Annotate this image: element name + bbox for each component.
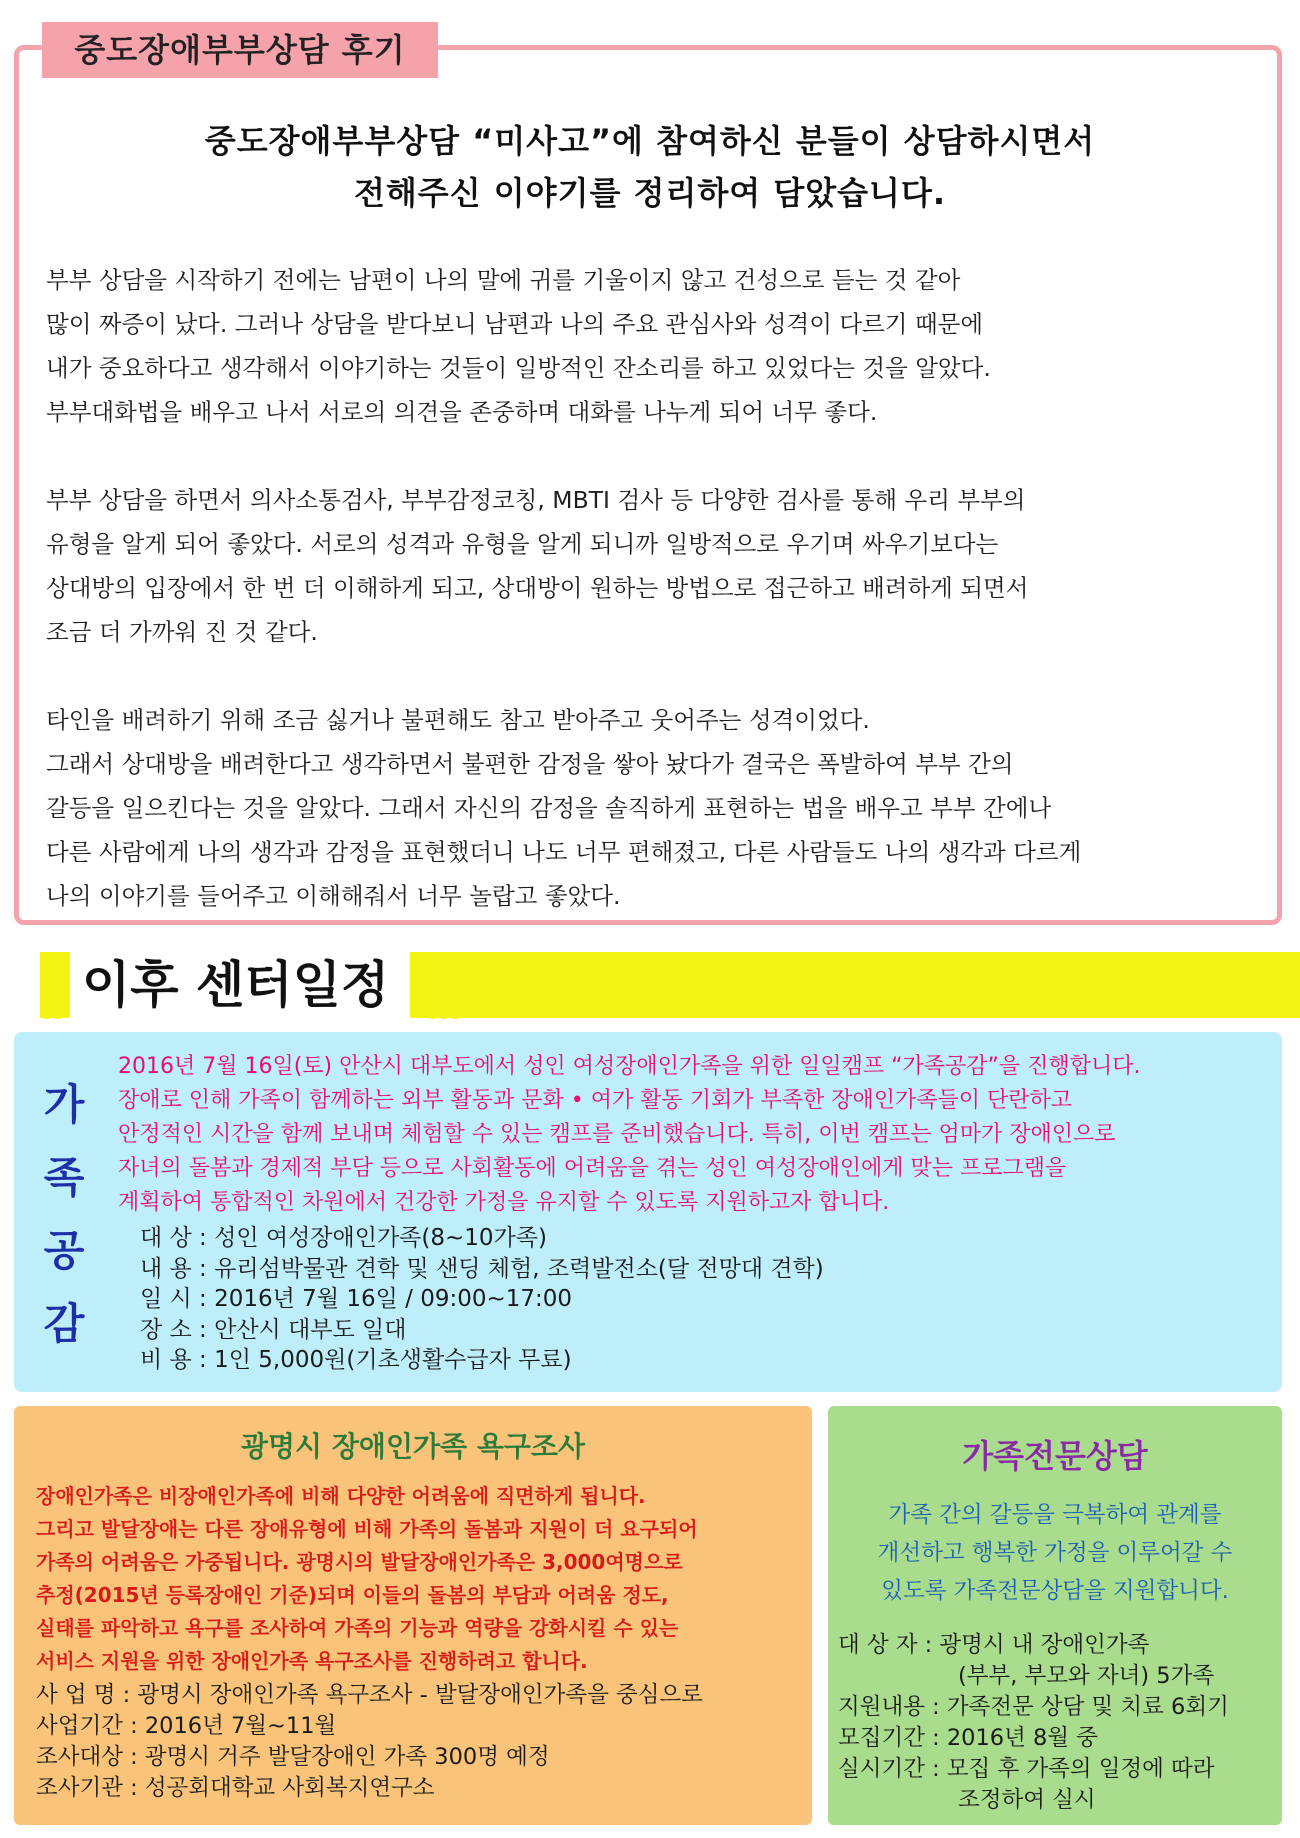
description-line: 실태를 파악하고 욕구를 조사하여 가족의 기능과 역량을 강화시킬 수 있는 (36, 1616, 679, 1640)
detail-line: 조사기관 : 성공회대학교 사회복지연구소 (36, 1775, 435, 1801)
family-counseling-details (838, 1630, 1229, 1816)
paragraph-line: 유형을 알게 되어 좋았다. 서로의 성격과 유형을 알게 되니까 일방적으로 우기며 싸우기보다는 (46, 530, 999, 558)
detail-line: 지원내용 : 가족전문 상담 및 치료 6회기 (838, 1694, 1229, 1720)
review-headline-line-2: 전해주신 이야기를 정리하여 담았습니다. (353, 174, 947, 212)
detail-line: 비 용 : 1인 5,000원(기초생활수급자 무료) (140, 1347, 572, 1373)
detail-line: 조사대상 : 광명시 거주 발달장애인 가족 300명 예정 (36, 1744, 550, 1770)
detail-line: 사 업 명 : 광명시 장애인가족 욕구조사 - 발달장애인가족을 중심으로 (36, 1682, 703, 1708)
detail-line: 내 용 : 유리섬박물관 견학 및 샌딩 체험, 조력발전소(달 전망대 견학) (140, 1255, 824, 1282)
paragraph-line: 나의 이야기를 들어주고 이해해줘서 너무 놀랍고 좋았다. (46, 882, 621, 910)
paragraph-line: 내가 중요하다고 생각해서 이야기하는 것들이 일방적인 잔소리를 하고 있었다는 것을 알았다. (46, 354, 991, 382)
review-headline-line-1: 중도장애부부상담 “미사고”에 참여하신 분들이 상담하시면서 (204, 122, 1096, 160)
paragraph-line: 부부 상담을 하면서 의사소통검사, 부부감정코칭, MBTI 검사 등 다양한 검사를 통해 우리 부부의 (46, 486, 1026, 514)
description-line: 추정(2015년 등록장애인 기준)되며 이들의 돌봄의 부담과 어려움 정도, (36, 1583, 669, 1607)
needs-survey-title: 광명시 장애인가족 욕구조사 (240, 1430, 586, 1463)
paragraph-line: 부부대화법을 배우고 나서 서로의 의견을 존중하며 대화를 나누게 되어 너무 좋다. (46, 398, 878, 426)
description-line: 계획하여 통합적인 차원에서 건강한 가정을 유지할 수 있도록 지원하고자 합니다. (118, 1190, 890, 1215)
description-line: 장애로 인해 가족이 함께하는 외부 활동과 문화 • 여가 활동 기회가 부족한 장애인가족들이 단란하고 (118, 1088, 1072, 1113)
family-counseling-title: 가족전문상담 (962, 1437, 1148, 1475)
description-line: 안정적인 시간을 함께 보내며 체험할 수 있는 캠프를 준비했습니다. 특히, 이번 캠프는 엄마가 장애인으로 (118, 1122, 1116, 1147)
detail-line: 조정하여 실시 (958, 1787, 1096, 1813)
detail-line: 장 소 : 안산시 대부도 일대 (140, 1316, 407, 1343)
decor-stripe (44, 953, 49, 1019)
review-paragraph-1 (46, 258, 1256, 434)
paragraph-line: 많이 짜증이 났다. 그러나 상담을 받다보니 남편과 나의 주요 관심사와 성격이 다르기 때문에 (46, 310, 984, 338)
paragraph-line: 갈등을 일으킨다는 것을 알았다. 그래서 자신의 감정을 솔직하게 표현하는 법을 배우고 부부 간에나 (46, 794, 1052, 822)
description-line: 가족 간의 갈등을 극복하여 관계를 (888, 1502, 1222, 1528)
decor-stripe (55, 953, 60, 1019)
description-line: 서비스 지원을 위한 장애인가족 욕구조사를 진행하려고 합니다. (36, 1649, 588, 1673)
description-line: 그리고 발달장애는 다른 장애유형에 비해 가족의 돌봄과 지원이 더 요구되어 (36, 1517, 698, 1541)
vertical-char: 족 (43, 1153, 85, 1202)
review-tag: 중도장애부부상담 후기 (42, 22, 438, 78)
detail-line: (부부, 부모와 자녀) 5가족 (958, 1663, 1215, 1689)
paragraph-line: 그래서 상대방을 배려한다고 생각하면서 불편한 감정을 쌓아 놨다가 결국은 폭발하여 부부 간의 (46, 750, 1014, 778)
detail-line: 대 상 : 성인 여성장애인가족(8~10가족) (140, 1225, 547, 1251)
needs-survey-description (36, 1480, 698, 1678)
detail-line: 사업기간 : 2016년 7월~11월 (36, 1713, 337, 1739)
vertical-char: 감 (43, 1299, 85, 1348)
decor-stripe (430, 953, 435, 1019)
review-paragraph-3 (46, 698, 1256, 918)
family-camp-details (140, 1223, 824, 1376)
detail-line: 일 시 : 2016년 7월 16일 / 09:00~17:00 (140, 1286, 573, 1312)
description-line: 장애인가족은 비장애인가족에 비해 다양한 어려움에 직면하게 됩니다. (36, 1484, 646, 1508)
paragraph-line: 타인을 배려하기 위해 조금 싫거나 불편해도 참고 받아주고 웃어주는 성격이었다. (46, 706, 870, 734)
decor-stripe (452, 953, 457, 1019)
decor-stripe (441, 953, 446, 1019)
description-line: 있도록 가족전문상담을 지원합니다. (881, 1578, 1229, 1604)
family-counseling-description (828, 1496, 1282, 1610)
description-line: 개선하고 행복한 가정을 이루어갈 수 (877, 1540, 1233, 1566)
paragraph-line: 상대방의 입장에서 한 번 더 이해하게 되고, 상대방이 원하는 방법으로 접근하고 배려하게 되면서 (46, 574, 1029, 602)
family-camp-description (118, 1050, 1278, 1220)
paragraph-line: 조금 더 가까워 진 것 같다. (46, 618, 318, 646)
detail-line: 대 상 자 : 광명시 내 장애인가족 (838, 1632, 1150, 1658)
description-line: 자녀의 돌봄과 경제적 부담 등으로 사회활동에 어려움을 겪는 성인 여성장애인에게 맞는 프로그램을 (118, 1156, 1067, 1181)
schedule-title: 이후 센터일정 (82, 956, 390, 1014)
vertical-char: 공 (43, 1226, 85, 1275)
detail-line: 모집기간 : 2016년 8월 중 (838, 1725, 1098, 1751)
paragraph-line: 다른 사람에게 나의 생각과 감정을 표현했더니 나도 너무 편해졌고, 다른 사람들도 나의 생각과 다르게 (46, 838, 1082, 866)
paragraph-line: 부부 상담을 시작하기 전에는 남편이 나의 말에 귀를 기울이지 않고 건성으로 듣는 것 같아 (46, 266, 961, 294)
vertical-char: 가 (43, 1080, 85, 1129)
description-line: 2016년 7월 16일(토) 안산시 대부도에서 성인 여성장애인가족을 위한 일일캠프 “가족공감”을 진행합니다. (118, 1054, 1141, 1079)
detail-line: 실시기간 : 모집 후 가족의 일정에 따라 (838, 1756, 1215, 1782)
family-camp-vertical-title (38, 1068, 90, 1360)
description-line: 가족의 어려움은 가중됩니다. 광명시의 발달장애인가족은 3,000여명으로 (36, 1550, 683, 1574)
needs-survey-details (36, 1680, 703, 1804)
review-paragraph-2 (46, 478, 1256, 654)
